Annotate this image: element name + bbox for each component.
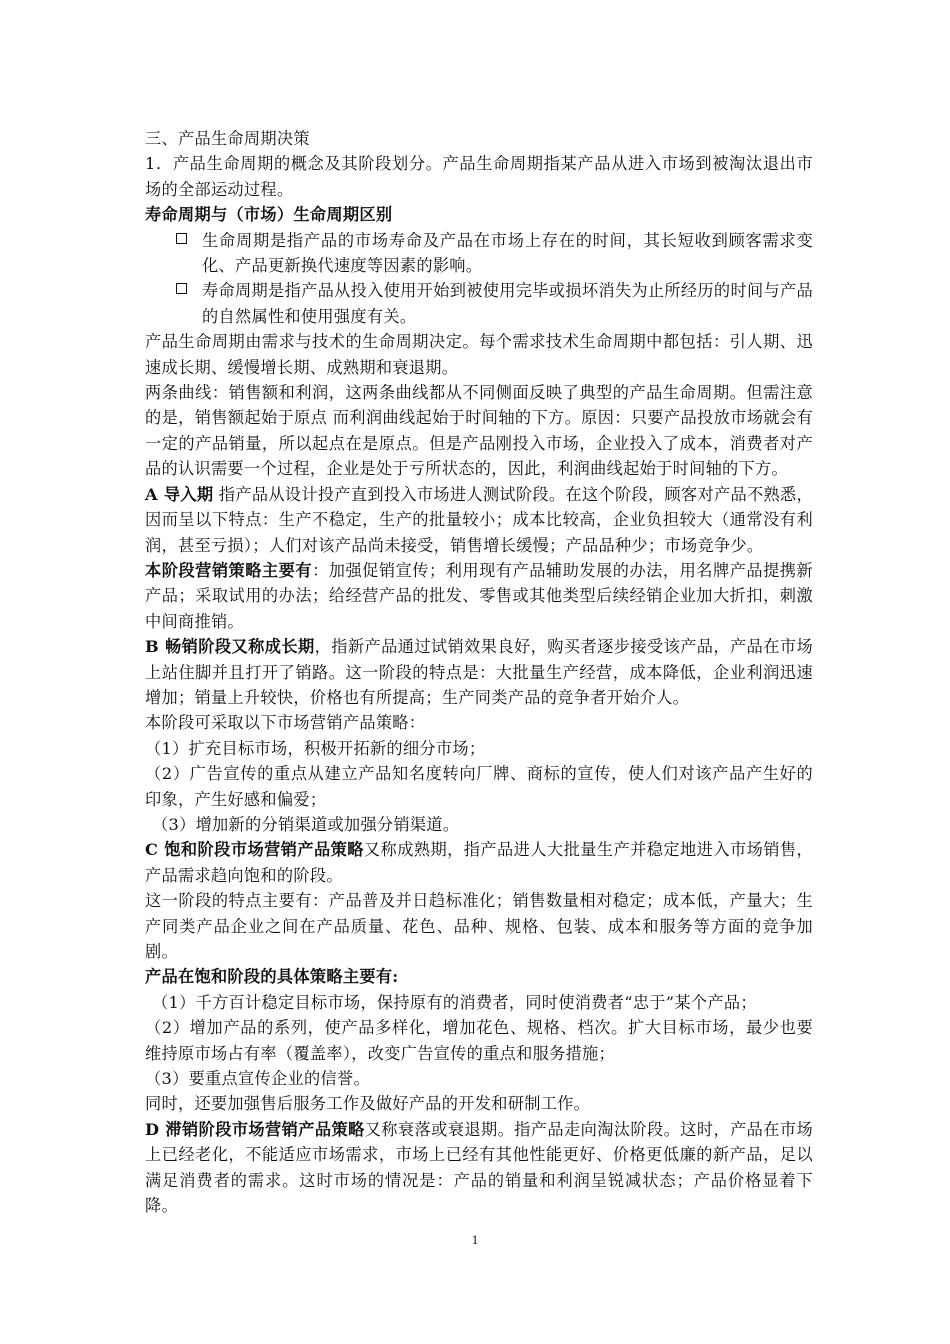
bullet-item [145,228,813,279]
stage-c-item: （2）增加产品的系列，使产品多样化，增加花色、规格、档次。扩大目标市场，最少也要维持原市场占有率（覆盖率），改变广告宣传的重点和服务措施； [145,1018,813,1063]
stage-a-strategy-title: 本阶段营销策略主要有 [145,560,313,580]
bullet-text: 寿命周期是指产品从投入使用开始到被使用完毕或损坏消失为止所经历的时间与产品的自然属性和使用强度有关。 [202,281,813,326]
paragraph-demand-technology: 产品生命周期由需求与技术的生命周期决定。每个需求技术生命周期中都包括：引人期、迅速成长期、缓慢增长期、成熟期和衰退期。 [145,332,813,377]
stage-c-item: （1）千方百计稳定目标市场，保持原有的消费者，同时使消费者“忠于”某个产品； [152,992,757,1012]
stage-b-item: （2）广告宣传的重点从建立产品知名度转向厂牌、商标的宣传，使人们对该产品产生好的印象，产生好感和偏爱； [145,764,813,809]
stage-d-text: 又称衰落或衰退期。指产品走向淘汰阶段。这时，产品在市场上已经老化，不能适应市场需求，市场上已经有其他性能更好、价格更低廉的新产品，足以满足消费者的需求。这时市场的情况是：产品的销量和利润呈锐减状态；产品价格显着下降。 [145,1119,813,1216]
document-body [145,126,813,1218]
stage-b-item: （1）扩充目标市场，积极开拓新的细分市场； [145,738,486,758]
bullet-item [145,278,813,329]
stage-a-text: 指产品从设计投产直到投入市场进人测试阶段。在这个阶段，顾客对产品不熟悉，因而呈以下特点：生产不稳定，生产的批量较小；成本比较高，企业负担较大（通常没有利润，甚至亏损）；人们对该产品尚未接受，销售增长缓慢；产品品种少；市场竞争少。 [145,484,813,555]
stage-a-strategy-text: ：加强促销宣传；利用现有产品辅助发展的办法，用名牌产品提携新产品；采取试用的办法；给经营产品的批发、零售或其他类型后续经销企业加大折扣，刺激中间商推销。 [145,560,814,631]
paragraph-stage-c [145,837,813,888]
checkbox-bullet-icon [176,283,187,294]
heading-lifecycle-comparison: 寿命周期与（市场）生命周期区别 [145,205,393,225]
stage-d-title: D 滞销阶段市场营销产品策略 [145,1119,365,1139]
paragraph-stage-a [145,482,813,558]
paragraph-stage-b [145,634,813,710]
stage-b-item: （3）增加新的分销渠道或加强分销渠道。 [152,814,460,834]
stage-b-intro: 本阶段可采取以下市场营销产品策略： [145,713,426,733]
stage-b-title: B 畅销阶段又称成长期 [145,637,315,657]
checkbox-bullet-icon [176,233,187,244]
paragraph-stage-d [145,1117,813,1219]
paragraph-definition: 1．产品生命周期的概念及其阶段划分。产品生命周期指某产品从进入市场到被淘汰退出市场的全部运动过程。 [145,154,813,199]
bullet-text: 生命周期是指产品的市场寿命及产品在市场上存在的时间，其长短收到顾客需求变化、产品更新换代速度等因素的影响。 [202,230,813,276]
stage-a-title: A 导入期 [145,484,214,504]
stage-c-text: 又称成熟期，指产品进人大批量生产并稳定地进入市场销售，产品需求趋向饱和的阶段。 [145,840,813,885]
paragraph-two-curves: 两条曲线：销售额和利润，这两条曲线都从不同侧面反映了典型的产品生命周期。但需注意的是，销售额起始于原点 而利润曲线起始于时间轴的下方。原因：只要产品投放市场就会有一定的产品销量，所以起点在是原点。但是产品刚投入市场，企业投入了成本，消费者对产品的认识需要一个过程，企业是处于亏所状态的，因此，利润曲线起始于时间轴的下方。 [145,383,813,479]
stage-c-features: 这一阶段的特点主要有：产品普及并日趋标准化；销售数量相对稳定；成本低，产量大；生产同类产品企业之间在产品质量、花色、品种、规格、包装、成本和服务等方面的竞争加剧。 [145,891,813,961]
page-number: 1 [471,1232,479,1247]
stage-c-item: （3）要重点宣传企业的信誉。 [145,1069,370,1089]
section-title: 三、产品生命周期决策 [145,129,310,148]
stage-c-strategy-title: 产品在饱和阶段的具体策略主要有: [145,967,399,987]
paragraph-stage-a-strategy [145,558,813,634]
stage-b-text: ，指新产品通过试销效果良好，购买者逐步接受该产品，产品在市场上站住脚并且打开了销路。这一阶段的特点是：大批量生产经营，成本降低，企业利润迅速增加；销量上升较快，价格也有所提高；生产同类产品的竞争者开始介人。 [145,637,813,707]
stage-c-title: C 饱和阶段市场营销产品策略 [145,840,364,860]
stage-c-closing: 同时，还要加强售后服务工作及做好产品的开发和研制工作。 [145,1094,591,1114]
